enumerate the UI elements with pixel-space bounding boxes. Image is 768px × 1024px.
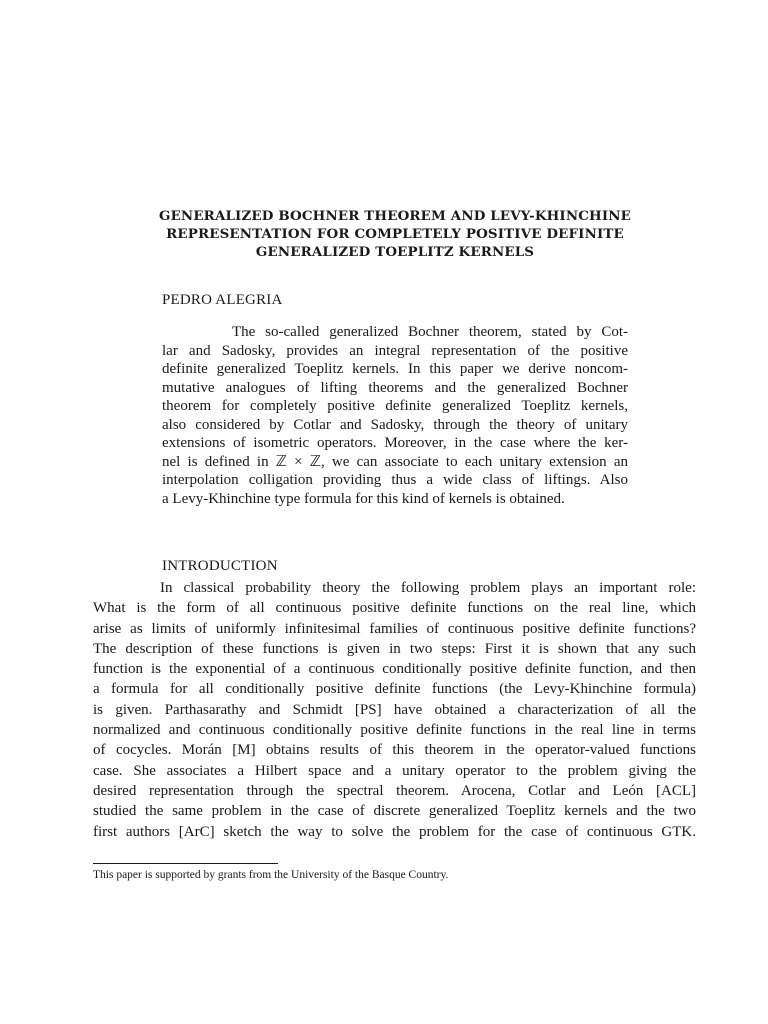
- body-line: arise as limits of uniformly infinitesimal families of continuous positive definite functions?: [93, 620, 696, 637]
- paper-title: [100, 207, 690, 261]
- abstract-line: The so-called generalized Bochner theorem, stated by Cot-: [232, 324, 628, 340]
- abstract-line: interpolation colligation providing thus a wide class of liftings. Also: [162, 472, 628, 488]
- body-line: studied the same problem in the case of discrete generalized Toeplitz kernels and the two: [93, 803, 696, 820]
- footnote-rule: [93, 863, 278, 864]
- abstract-line: extensions of isometric operators. Moreover, in the case where the ker-: [162, 435, 628, 451]
- body-line: is given. Parthasarathy and Schmidt [PS] have obtained a characterization of all the: [93, 701, 696, 718]
- abstract: [162, 323, 628, 508]
- body-line: a formula for all conditionally positive definite functions (the Levy-Khinchine formula): [93, 681, 696, 698]
- title-line-1: GENERALIZED BOCHNER THEOREM AND LEVY-KHINCHINE: [158, 208, 632, 224]
- body-line: function is the exponential of a continuous conditionally positive definite function, and then: [93, 661, 696, 678]
- author-name: PEDRO ALEGRIA: [162, 292, 283, 308]
- body-line: The description of these functions is given in two steps: First it is shown that any such: [93, 640, 696, 657]
- title-line-3: GENERALIZED TOEPLITZ KERNELS: [255, 244, 535, 260]
- abstract-line: mutative analogues of lifting theorems and the generalized Bochner: [162, 379, 628, 396]
- introduction-body: [93, 578, 696, 842]
- body-line: of cocycles. Morán [M] obtains results of this theorem in the operator-valued functions: [93, 742, 696, 759]
- body-line: first authors [ArC] sketch the way to solve the problem for the case of continuous GTK.: [93, 823, 696, 840]
- body-line: desired representation through the spectral theorem. Arocena, Cotlar and León [ACL]: [93, 782, 696, 799]
- section-heading-introduction: INTRODUCTION: [162, 558, 278, 574]
- title-line-2: REPRESENTATION FOR COMPLETELY POSITIVE DEFINITE: [166, 226, 624, 242]
- abstract-line: also considered by Cotlar and Sadosky, through the theory of unitary: [162, 416, 628, 433]
- body-line: normalized and continuous conditionally positive definite functions in the real line in terms: [93, 722, 696, 739]
- body-line: What is the form of all continuous positive definite functions on the real line, which: [93, 600, 696, 617]
- abstract-line: a Levy-Khinchine type formula for this kind of kernels is obtained.: [162, 490, 565, 507]
- abstract-line: definite generalized Toeplitz kernels. In this paper we derive noncom-: [162, 361, 628, 377]
- abstract-line: nel is defined in ℤ × ℤ, we can associate to each unitary extension an: [162, 453, 628, 470]
- abstract-line: theorem for completely positive definite generalized Toeplitz kernels,: [162, 398, 628, 414]
- footnote: This paper is supported by grants from the University of the Basque Country.: [93, 869, 449, 881]
- body-line: In classical probability theory the following problem plays an important role:: [160, 580, 696, 596]
- body-line: case. She associates a Hilbert space and a unitary operator to the problem giving the: [93, 762, 696, 779]
- abstract-line: lar and Sadosky, provides an integral representation of the positive: [162, 342, 628, 359]
